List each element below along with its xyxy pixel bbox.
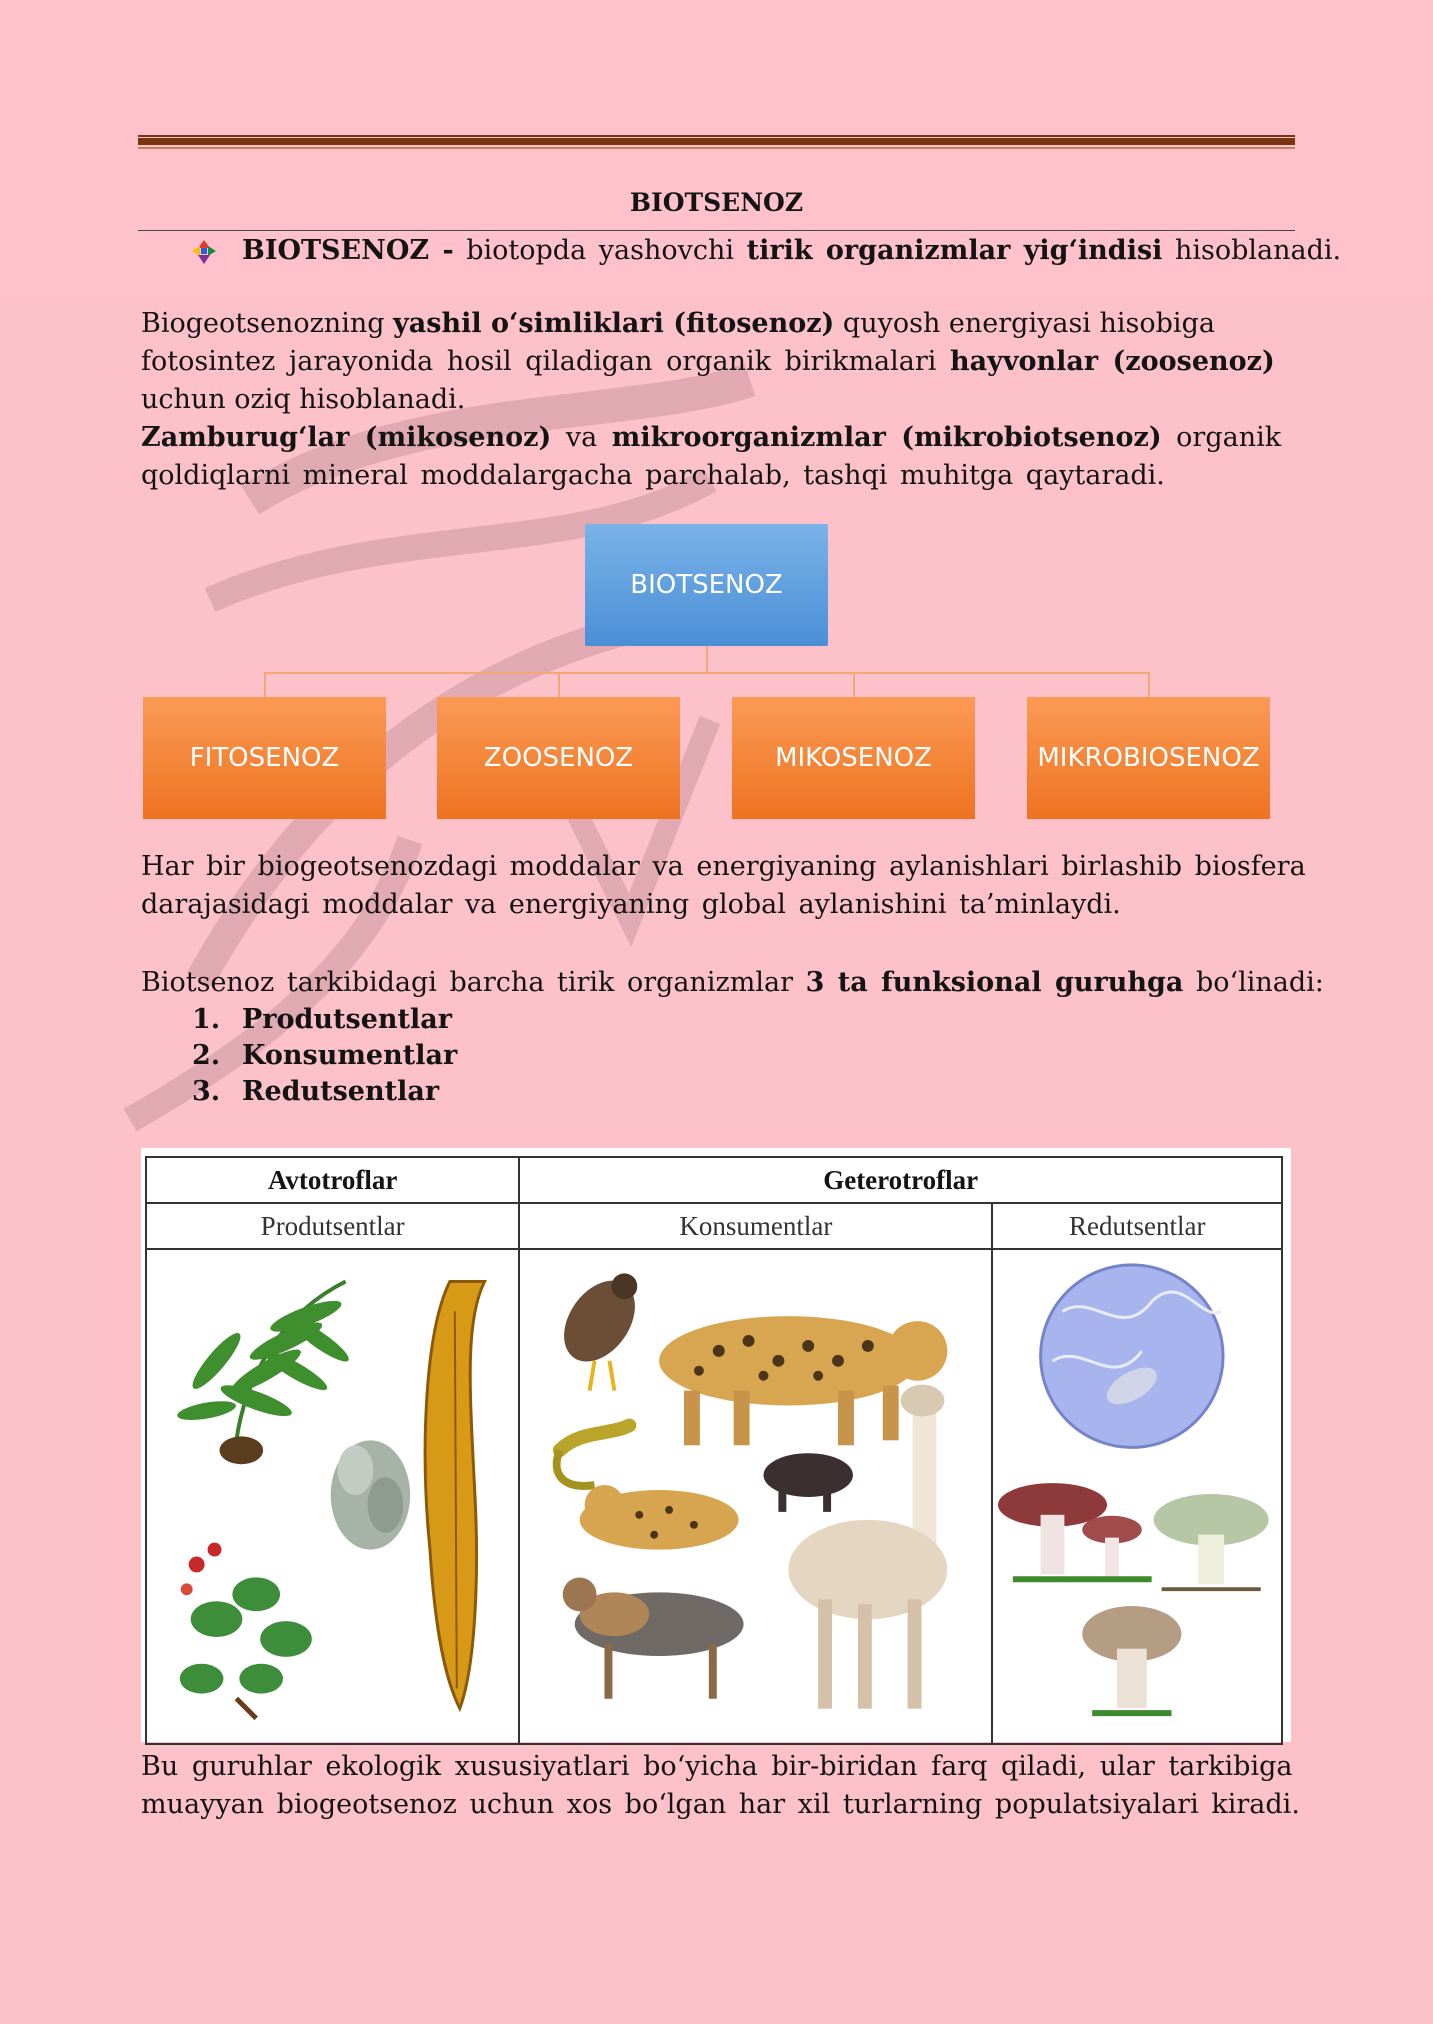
para1-line5: qoldiqlarni mineral moddalargacha parchalab, tashqi muhitga qaytaradi. xyxy=(141,460,1165,491)
list-label: Produtsentlar xyxy=(242,1004,452,1035)
connector xyxy=(264,672,266,697)
consumers-illustration xyxy=(520,1250,991,1736)
diagram-child-mikosenoz: MIKOSENOZ xyxy=(732,697,975,819)
text: fotosintez jarayonida hosil qiladigan organik birikmalari xyxy=(141,346,951,377)
header-rule-thick xyxy=(138,138,1295,145)
diagram-child-zoosenoz: ZOOSENOZ xyxy=(437,697,680,819)
paragraph-cycles xyxy=(141,848,1306,924)
organisms-table xyxy=(141,1148,1291,1742)
para4-line1: Bu guruhlar ekologik xususiyatlari bo‘yicha bir-biridan farq qiladi, ular tarkibiga xyxy=(141,1751,1293,1782)
definition-bold: tirik organizmlar yig‘indisi xyxy=(746,235,1163,266)
para2-line2: darajasidagi moddalar va energiyaning global aylanishini ta’minlaydi. xyxy=(141,889,1121,920)
para2-line1: Har bir biogeotsenozdagi moddalar va energiyaning aylanishlari birlashib biosfera xyxy=(141,851,1306,882)
definition-line xyxy=(242,234,1342,268)
paragraph-groups xyxy=(141,964,1324,1002)
text: quyosh energiyasi hisobiga xyxy=(834,308,1215,339)
header-avtotroflar: Avtotroflar xyxy=(146,1157,519,1203)
list-item xyxy=(192,1076,439,1107)
list-label: Redutsentlar xyxy=(242,1076,440,1107)
lichen-icon xyxy=(331,1440,410,1549)
llama-icon xyxy=(789,1385,948,1709)
connector xyxy=(264,672,1150,674)
connector xyxy=(853,672,855,697)
text-bold: yashil o‘simliklari (fitosenoz) xyxy=(393,308,835,339)
connector xyxy=(706,646,708,672)
producers-cell xyxy=(146,1249,519,1744)
header-produtsentlar: Produtsentlar xyxy=(146,1203,519,1249)
header-rule xyxy=(138,135,1295,137)
header-rule-light xyxy=(138,147,1295,149)
list-label: Konsumentlar xyxy=(242,1040,458,1071)
para4-line2: muayyan biogeotsenoz uchun xos bo‘lgan har xil turlarning populatsiyalari kiradi. xyxy=(141,1789,1300,1820)
list-item xyxy=(192,1004,452,1035)
text: Biotsenoz tarkibidagi barcha tirik organizmlar xyxy=(141,967,806,998)
tapir-icon xyxy=(764,1453,853,1512)
text-bold: hayvonlar (zoosenoz) xyxy=(950,346,1275,377)
text-bold: 3 ta funksional guruhga xyxy=(805,967,1184,998)
page-title: BIOTSENOZ xyxy=(629,188,804,217)
list-item xyxy=(192,1040,457,1071)
hawk-icon xyxy=(550,1267,650,1390)
mushroom-red-icon xyxy=(998,1483,1152,1579)
list-number: 2. xyxy=(192,1040,221,1071)
decomposers-cell xyxy=(992,1249,1282,1744)
para3-line xyxy=(141,964,1324,1002)
header-konsumentlar: Konsumentlar xyxy=(519,1203,992,1249)
text: Biogeotsenozning xyxy=(141,308,394,339)
jaguar-icon xyxy=(659,1316,947,1445)
definition-text-a: biotopda yashovchi xyxy=(453,235,747,266)
mara-icon xyxy=(563,1577,744,1698)
lizard-icon xyxy=(557,1425,630,1486)
diagram-child-fitosenoz: FITOSENOZ xyxy=(143,697,386,819)
text-bold: mikroorganizmlar (mikrobiotsenoz) xyxy=(611,422,1162,453)
para1-line2 xyxy=(141,343,1275,381)
definition-text-c: hisoblanadi. xyxy=(1162,235,1342,266)
leopard-cub-icon xyxy=(580,1485,739,1550)
connector xyxy=(558,672,560,697)
decomposers-illustration xyxy=(993,1250,1281,1736)
four-color-arrow-bullet-icon xyxy=(190,238,218,266)
paragraph-intro xyxy=(141,305,1282,495)
fern-icon xyxy=(176,1282,353,1465)
consumers-cell xyxy=(519,1249,992,1744)
connector xyxy=(1148,672,1150,697)
title-underline xyxy=(138,230,1295,231)
bacterium-icon xyxy=(1041,1265,1223,1447)
text: organik xyxy=(1161,422,1282,453)
text: bo‘linadi: xyxy=(1183,967,1324,998)
para1-line3: uchun oziq hisoblanadi. xyxy=(141,384,466,415)
text: va xyxy=(551,422,612,453)
header-redutsentlar: Redutsentlar xyxy=(992,1203,1282,1249)
definition-term: BIOTSENOZ - xyxy=(242,235,454,266)
para1-line4 xyxy=(141,419,1282,457)
mushroom-brown-icon xyxy=(1083,1606,1182,1713)
diagram-root-box: BIOTSENOZ xyxy=(585,524,828,646)
paragraph-conclusion xyxy=(141,1748,1300,1824)
header-geterotroflar: Geterotroflar xyxy=(519,1157,1282,1203)
kelp-icon xyxy=(425,1282,484,1709)
diagram-child-mikrobiosenoz: MIKROBIOSENOZ xyxy=(1027,697,1270,819)
producers-illustration xyxy=(147,1250,518,1736)
para1-line1 xyxy=(141,305,1261,343)
strawberry-plant-icon xyxy=(180,1543,312,1719)
list-number: 1. xyxy=(192,1004,221,1035)
mushroom-green-icon xyxy=(1154,1494,1269,1589)
text-bold: Zamburug‘lar (mikosenoz) xyxy=(141,422,552,453)
list-number: 3. xyxy=(192,1076,221,1107)
